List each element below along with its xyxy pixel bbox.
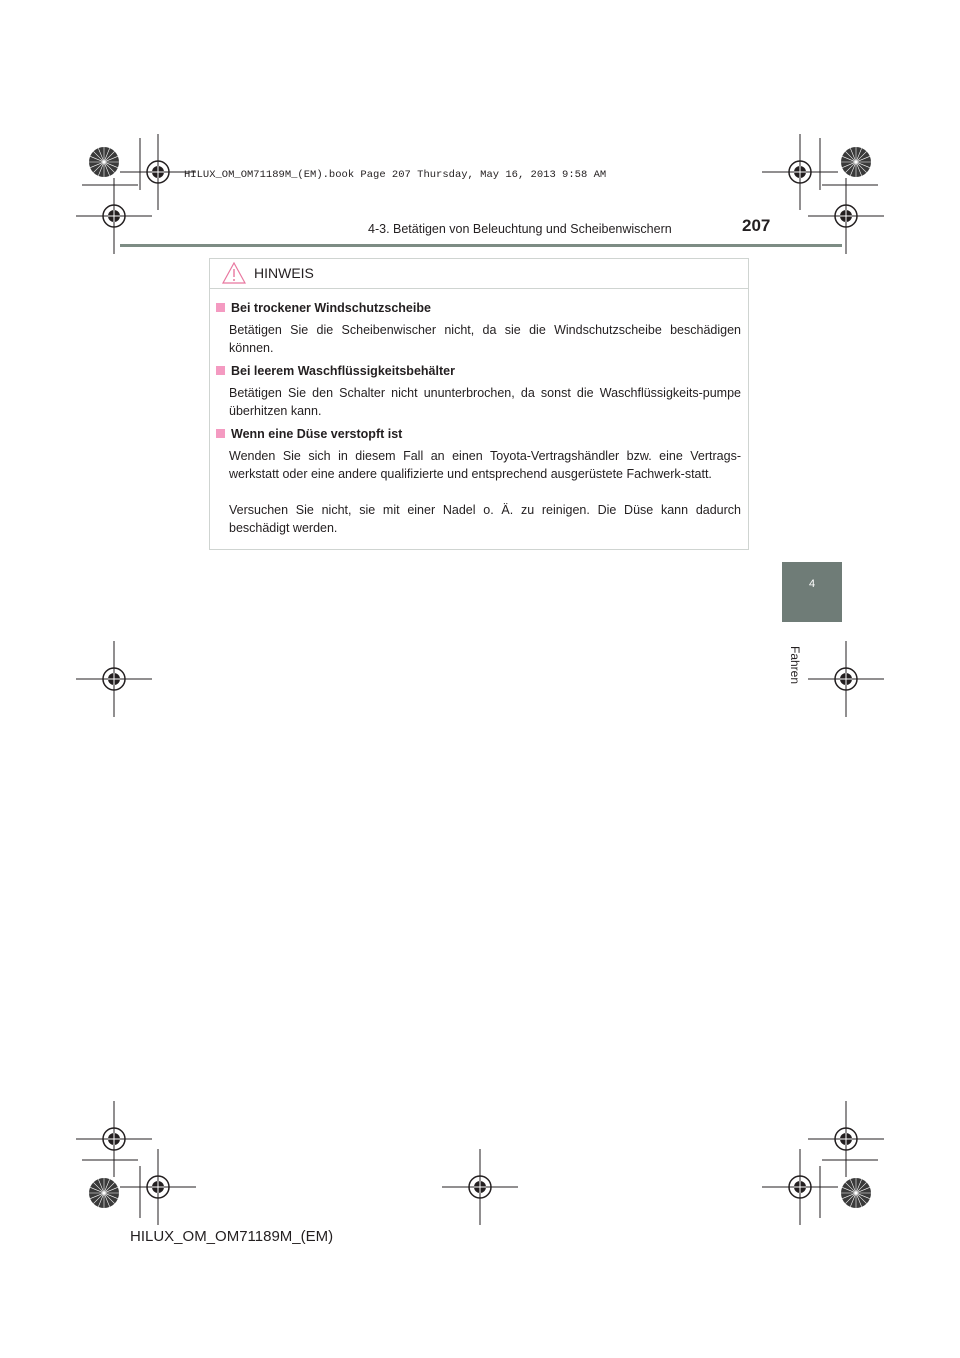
print-info-line: HILUX_OM_OM71189M_(EM).book Page 207 Thursday, May 16, 2013 9:58 AM (184, 169, 607, 181)
chapter-tab[interactable] (782, 562, 842, 622)
warning-triangle-icon (222, 262, 246, 284)
section-title: 4-3. Betätigen von Beleuchtung und Scheibenwischern (368, 222, 672, 236)
bullet-square-icon (216, 303, 225, 312)
notice-title: HINWEIS (254, 265, 314, 281)
chapter-number: 4 (808, 578, 816, 590)
notice-item-heading: Wenn eine Düse verstopft ist (216, 427, 402, 441)
notice-item-text: Betätigen Sie den Schalter nicht ununterbrochen, da sonst die Waschflüssigkeits-pumpe überhitzen kann. (229, 386, 741, 418)
bullet-square-icon (216, 366, 225, 375)
notice-item-text: Versuchen Sie nicht, sie mit einer Nadel o. Ä. zu reinigen. Die Düse kann dadurch beschädigt werden. (229, 503, 741, 535)
bullet-square-icon (216, 429, 225, 438)
notice-item-heading: Bei leerem Waschflüssigkeitsbehälter (216, 364, 455, 378)
notice-item-heading: Bei trockener Windschutzscheibe (216, 301, 431, 315)
notice-item-text: Wenden Sie sich in diesem Fall an einen Toyota-Vertragshändler bzw. eine Vertrags-werkstatt oder eine andere qualifizierte und entsprechend ausgerüstete Fachwerk-statt. (229, 449, 741, 481)
notice-item-text: Betätigen Sie die Scheibenwischer nicht, da sie die Windschutzscheibe beschädigen können. (229, 323, 741, 355)
notice-box (209, 258, 749, 550)
chapter-label: Fahren (788, 646, 802, 685)
notice-header (210, 259, 748, 289)
header-rule (120, 244, 842, 247)
page-number: 207 (742, 216, 771, 235)
footer-manual-code: HILUX_OM_OM71189M_(EM) (130, 1228, 334, 1245)
